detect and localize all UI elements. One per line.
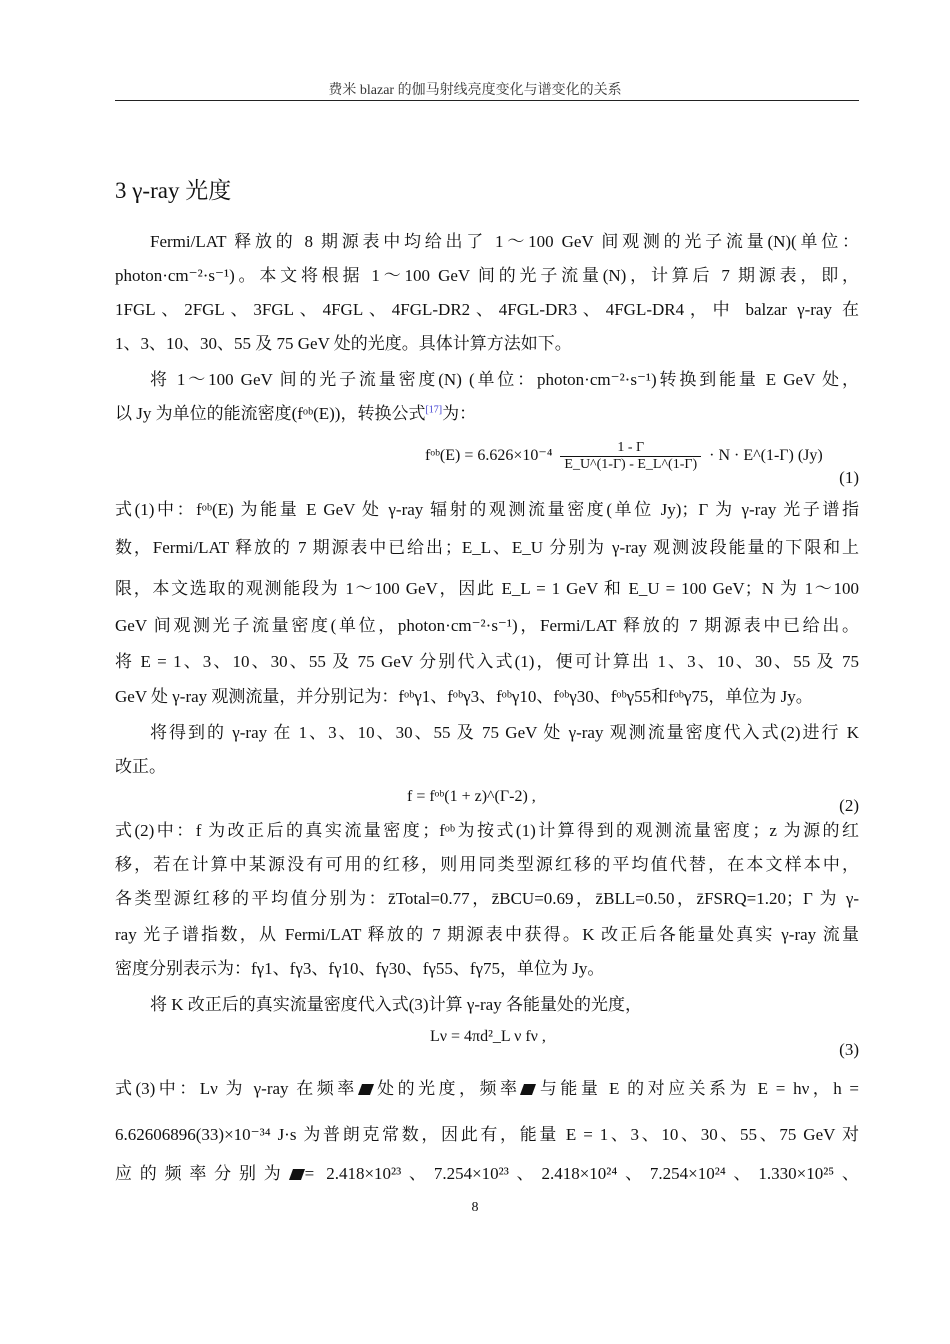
page-number: 8 — [471, 1200, 479, 1215]
equation-1-numerator: 1 - Γ — [617, 440, 645, 455]
equation-2-formula: f = fᵒᵇ(1 + z)^(Γ-2) , — [407, 788, 536, 805]
paragraph-line: 将 E = 1、3、10、30、55 及 75 GeV 分别代入式(1)，便可计算出 1、3、10、30、55 及 75 — [115, 652, 859, 671]
paragraph-text: 式(3)中：Lν 为 γ-ray 在频率 — [115, 1079, 358, 1098]
equation-1-denominator: E_U^(1-Γ) - E_L^(1-Γ) — [560, 456, 701, 473]
paragraph-text: = 2.418×10²³、7.254×10²³、2.418×10²⁴、7.254×10²⁴、1.330×10²⁵、 — [304, 1164, 860, 1183]
header-rule — [115, 100, 859, 101]
paragraph-line: 数，Fermi/LAT 释放的 7 期源表中已给出；E_L、E_U 分别为 γ-ray 观测波段能量的下限和上 — [115, 538, 859, 557]
citation-link[interactable]: [17] — [425, 404, 443, 416]
paragraph-line — [115, 397, 859, 431]
equation-3 — [115, 1028, 859, 1062]
paragraph-line: 将 1～100 GeV 间的光子流量密度(N) (单位：photon·cm⁻²·s⁻¹)转换到能量 E GeV 处， — [150, 370, 859, 389]
equation-2-number: (2) — [839, 796, 859, 815]
equation-1-formula — [425, 440, 823, 473]
equation-1-fraction — [560, 440, 701, 473]
paragraph-line: GeV 间观测光子流量密度(单位，photon·cm⁻²·s⁻¹)，Fermi/LAT 释放的 7 期源表中已给出。 — [115, 616, 859, 635]
equation-3-number: (3) — [839, 1040, 859, 1059]
paragraph-line: Fermi/LAT 释放的 8 期源表中均给出了 1～100 GeV 间观测的光子流量(N)(单位： — [150, 232, 859, 251]
equation-1 — [115, 440, 859, 488]
paragraph-line: 6.62606896(33)×10⁻³⁴ J·s 为普朗克常数，因此有，能量 E = 1、3、10、30、55、75 GeV 对 — [115, 1125, 859, 1144]
paragraph-line: ray 光子谱指数，从 Fermi/LAT 释放的 7 期源表中获得。K 改正后各能量处真实 γ-ray 流量 — [115, 925, 859, 944]
paragraph-line: 改正。 — [115, 757, 166, 776]
paragraph-line: 1FGL、2FGL、3FGL、4FGL、4FGL-DR2、4FGL-DR3、4FGL-DR4，中 balzar γ-ray 在 — [115, 300, 859, 319]
paragraph-line: photon·cm⁻²·s⁻¹)。本文将根据 1～100 GeV 间的光子流量(N)，计算后 7 期源表，即， — [115, 266, 859, 285]
paragraph-text: 应的频率分别为 — [115, 1164, 289, 1183]
nu-symbol-icon — [520, 1084, 536, 1095]
paragraph-text: 以 Jy 为单位的能流密度(fᵒᵇ(E))，转换公式 — [115, 404, 426, 423]
paragraph-text: 与能量 E 的对应关系为 E = hν，h = — [536, 1079, 859, 1098]
paragraph-line: 将得到的 γ-ray 在 1、3、10、30、55 及 75 GeV 处 γ-ray 观测流量密度代入式(2)进行 K — [150, 723, 859, 742]
nu-symbol-icon — [358, 1084, 374, 1095]
equation-1-lhs: fᵒᵇ(E) = 6.626×10⁻⁴ — [425, 447, 553, 465]
paragraph-text: 为： — [442, 404, 477, 423]
paragraph-line — [115, 1072, 859, 1106]
paragraph-line: 将 K 改正后的真实流量密度代入式(3)计算 γ-ray 各能量处的光度， — [150, 995, 642, 1014]
equation-3-formula: Lν = 4πd²_L ν fν , — [430, 1028, 546, 1045]
paragraph-line: 式(1)中：fᵒᵇ(E) 为能量 E GeV 处 γ-ray 辐射的观测流量密度(单位 Jy)；Γ 为 γ-ray 光子谱指 — [115, 500, 859, 519]
equation-1-rhs: · N · E^(1-Γ) (Jy) — [709, 447, 823, 465]
paragraph-text: 处的光度，频率 — [373, 1079, 521, 1098]
paragraph-line: GeV 处 γ-ray 观测流量，并分别记为：fᵒᵇγ1、fᵒᵇγ3、fᵒᵇγ10、fᵒᵇγ30、fᵒᵇγ55和fᵒᵇγ75，单位为 Jy。 — [115, 687, 813, 706]
paragraph-line: 各类型源红移的平均值分别为：z̄Total=0.77，z̄BCU=0.69，z̄BLL=0.50，z̄FSRQ=1.20；Γ 为 γ- — [115, 889, 859, 908]
paragraph-line: 限，本文选取的观测能段为 1～100 GeV，因此 E_L = 1 GeV 和 E_U = 100 GeV；N 为 1～100 — [115, 579, 859, 598]
nu-symbol-icon — [289, 1169, 305, 1180]
paragraph-line: 移，若在计算中某源没有可用的红移，则用同类型源红移的平均值代替，在本文样本中， — [115, 855, 859, 874]
section-title: 3 γ-ray 光度 — [115, 178, 232, 203]
paragraph-line: 密度分别表示为：fγ1、fγ3、fγ10、fγ30、fγ55、fγ75，单位为 Jy。 — [115, 959, 605, 978]
paragraph-line — [115, 1157, 859, 1191]
running-header: 费米 blazar 的伽马射线亮度变化与谱变化的关系 — [328, 83, 622, 98]
paragraph-line: 式(2)中：f 为改正后的真实流量密度；fᵒᵇ为按式(1)计算得到的观测流量密度；z 为源的红 — [115, 821, 859, 840]
equation-1-number: (1) — [839, 468, 859, 487]
paragraph-line: 1、3、10、30、55 及 75 GeV 处的光度。具体计算方法如下。 — [115, 334, 572, 353]
